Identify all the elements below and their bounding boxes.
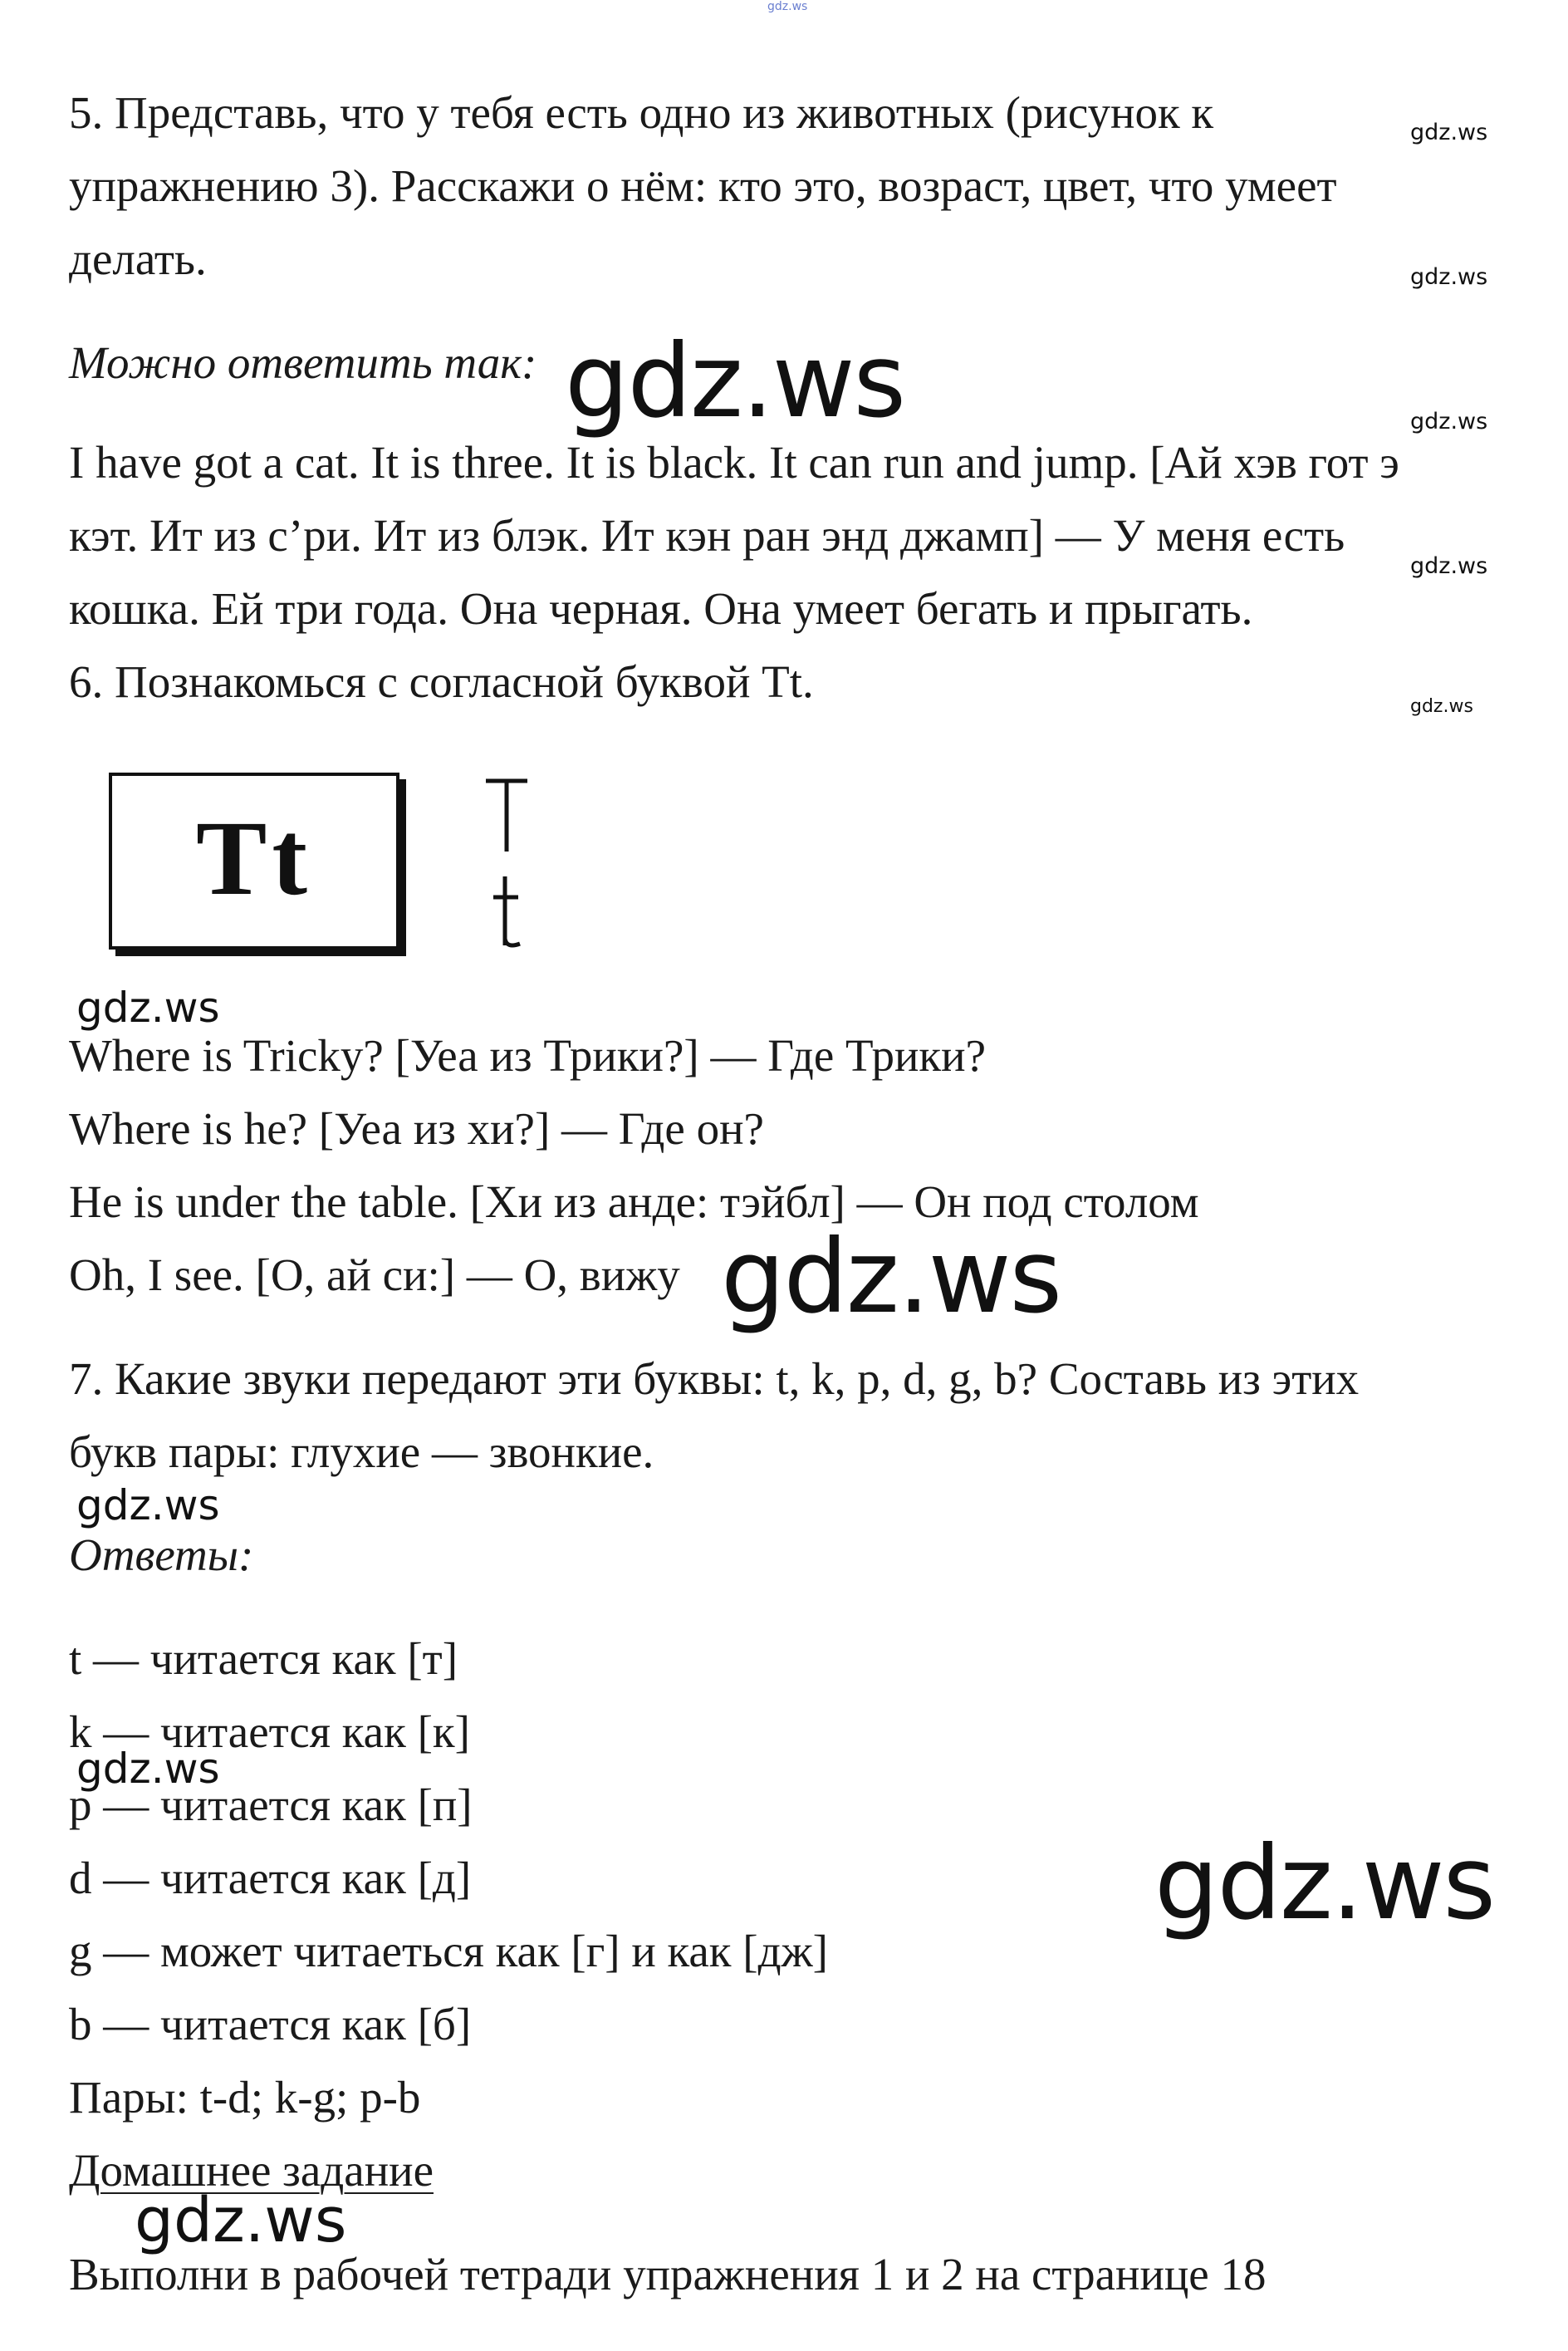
- watermark-big-2: gdz.ws: [721, 1218, 1061, 1336]
- answer-k: k — читается как [к]: [69, 1706, 470, 1757]
- exercise5-line-3: делать.: [69, 233, 207, 284]
- dialogue-line-4: Oh, I see. [О, ай си:] — О, вижу: [69, 1249, 680, 1300]
- pairs-line: Пары: t-d; k-g; p-b: [69, 2072, 421, 2123]
- watermark-mid-1: gdz.ws: [76, 984, 220, 1032]
- letter-card-text: Tt: [196, 799, 312, 917]
- homework-text: Выполни в рабочей тетради упражнения 1 и 2 на странице 18: [69, 2249, 1267, 2299]
- watermark-big-1: gdz.ws: [565, 322, 905, 440]
- exercise7-line-1: 7. Какие звуки передают эти буквы: t, k, p, d, g, b? Составь из этих: [69, 1353, 1360, 1404]
- watermark-mid-4: gdz.ws: [135, 2185, 347, 2256]
- answer-t: t — читается как [т]: [69, 1633, 458, 1684]
- answer-d: d — читается как [д]: [69, 1853, 472, 1903]
- watermark-small-4: gdz.ws: [1410, 553, 1488, 579]
- handwritten-t-letters: [482, 773, 532, 955]
- watermark-top: gdz.ws: [767, 0, 808, 13]
- exercise5-answer-line-1: I have got a cat. It is three. It is black. It can run and jump. [Ай хэв гот э: [69, 437, 1399, 488]
- watermark-mid-3: gdz.ws: [76, 1745, 220, 1793]
- watermark-small-3: gdz.ws: [1410, 409, 1488, 434]
- exercise7-line-2: букв пары: глухие — звонкие.: [69, 1426, 654, 1477]
- watermark-small-1: gdz.ws: [1410, 120, 1488, 145]
- exercise5-answer-label: Можно ответить так:: [69, 337, 537, 388]
- exercise5-line-2: упражнению 3). Расскажи о нём: кто это, возраст, цвет, что умеет: [69, 160, 1337, 211]
- watermark-big-3: gdz.ws: [1154, 1824, 1495, 1942]
- dialogue-line-1: Where is Tricky? [Уеа из Трики?] — Где Трики?: [69, 1030, 987, 1081]
- answer-g: g — может читаеться как [г] и как [дж]: [69, 1926, 828, 1976]
- answer-p: p — читается как [п]: [69, 1779, 473, 1830]
- watermark-mid-2: gdz.ws: [76, 1481, 220, 1529]
- dialogue-line-3: He is under the table. [Хи из анде: тэйбл] — Он под столом: [69, 1176, 1199, 1227]
- watermark-small-5: gdz.ws: [1410, 696, 1473, 717]
- exercise5-answer-line-2: кэт. Ит из с’ри. Ит из блэк. Ит кэн ран энд джамп] — У меня есть: [69, 510, 1345, 561]
- homework-heading: Домашнее задание: [69, 2145, 434, 2196]
- exercise5-line-1: 5. Представь, что у тебя есть одно из животных (рисунок к: [69, 87, 1214, 138]
- exercise6-title: 6. Познакомься с согласной буквой Tt.: [69, 656, 814, 707]
- watermark-small-2: gdz.ws: [1410, 264, 1488, 290]
- letter-card-tt: [109, 773, 399, 950]
- exercise5-answer-line-3: кошка. Ей три года. Она черная. Она умеет бегать и прыгать.: [69, 583, 1253, 634]
- exercise7-answers-label: Ответы:: [69, 1529, 254, 1580]
- answer-b: b — читается как [б]: [69, 1999, 472, 2049]
- dialogue-line-2: Where is he? [Уеа из хи?] — Где он?: [69, 1103, 764, 1154]
